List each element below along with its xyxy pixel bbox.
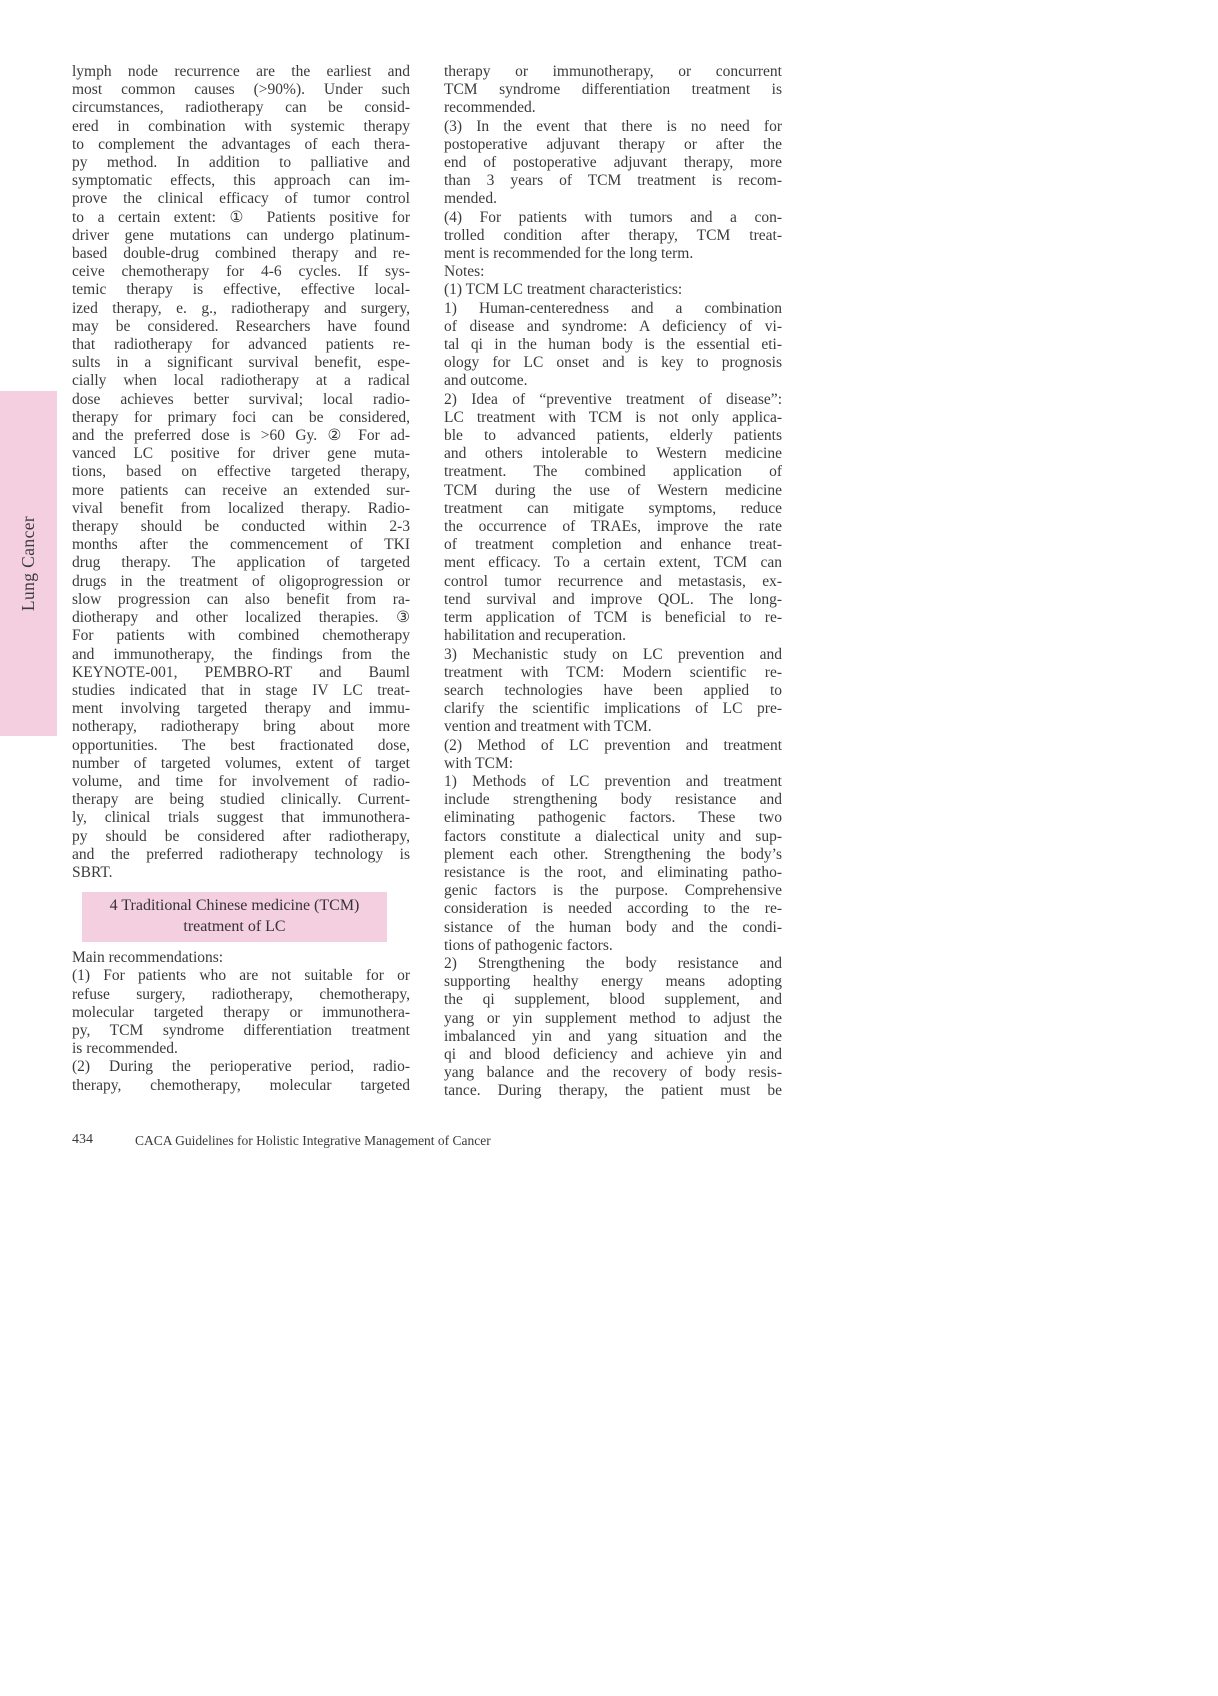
text-line: search technologies have been applied to <box>444 681 782 699</box>
text-line: temic therapy is effective, effective local- <box>72 281 410 299</box>
section-heading <box>82 892 387 942</box>
text-line: that radiotherapy for advanced patients re- <box>72 336 410 354</box>
text-line: driver gene mutations can undergo platinum- <box>72 226 410 244</box>
text-line: ble to advanced patients, elderly patients <box>444 427 782 445</box>
text-line: refuse surgery, radiotherapy, chemotherapy, <box>72 985 410 1003</box>
text-line: tions, based on effective targeted therapy, <box>72 463 410 481</box>
text-line: volume, and time for involvement of radio- <box>72 772 410 790</box>
text-line: notherapy, radiotherapy bring about more <box>72 718 410 736</box>
text-line: may be considered. Researchers have found <box>72 317 410 335</box>
text-line: and outcome. <box>444 372 528 390</box>
text-line: to complement the advantages of each thera- <box>72 135 410 153</box>
text-line: of disease and syndrome: A deficiency of vi- <box>444 317 782 335</box>
text-line: prove the clinical efficacy of tumor control <box>72 190 410 208</box>
text-line: to a certain extent: ① Patients positive for <box>72 208 410 226</box>
text-line: months after the commencement of TKI <box>72 536 410 554</box>
text-line: vival benefit from localized therapy. Radio- <box>72 499 410 517</box>
text-line: resistance is the root, and eliminating patho- <box>444 863 782 881</box>
text-line: therapy, chemotherapy, molecular targeted <box>72 1076 410 1094</box>
text-line: imbalanced yin and yang situation and the <box>444 1027 782 1045</box>
text-line: mended. <box>444 190 497 208</box>
text-line: ment is recommended for the long term. <box>444 245 694 263</box>
text-line: lymph node recurrence are the earliest and <box>72 63 410 80</box>
text-line: cially when local radiotherapy at a radical <box>72 372 410 390</box>
text-line: (4) For patients with tumors and a con- <box>444 208 782 226</box>
text-line: plement each other. Strengthening the body’s <box>444 845 782 863</box>
text-line: slow progression can also benefit from ra- <box>72 590 410 608</box>
text-line: factors constitute a dialectical unity and sup- <box>444 827 782 845</box>
text-line: therapy for primary foci can be considered, <box>72 408 410 426</box>
text-line: TCM syndrome differentiation treatment is <box>444 81 782 99</box>
text-line: SBRT. <box>72 863 113 881</box>
text-line: term application of TCM is beneficial to re- <box>444 609 782 627</box>
text-line: the occurrence of TRAEs, improve the rate <box>444 518 782 536</box>
text-line: of treatment completion and enhance treat- <box>444 536 782 554</box>
text-line: ized therapy, e. g., radiotherapy and surgery, <box>72 299 410 317</box>
text-line: than 3 years of TCM treatment is recom- <box>444 172 782 190</box>
text-line: 2) Strengthening the body resistance and <box>444 954 782 972</box>
text-line: LC treatment with TCM is not only applica- <box>444 408 782 426</box>
text-line: ered in combination with systemic therapy <box>72 117 410 135</box>
text-line: most common causes (>90%). Under such <box>72 81 410 99</box>
text-line: end of postoperative adjuvant therapy, more <box>444 154 782 172</box>
text-line: py method. In addition to palliative and <box>72 154 410 172</box>
text-line: symptomatic effects, this approach can im- <box>72 172 410 190</box>
text-line: and the preferred radiotherapy technology is <box>72 845 410 863</box>
text-line: molecular targeted therapy or immunothera- <box>72 1003 410 1021</box>
text-line: 2) Idea of “preventive treatment of disease”: <box>444 390 782 408</box>
text-line: yang or yin supplement method to adjust the <box>444 1009 782 1027</box>
text-line: ceive chemotherapy for 4-6 cycles. If sys- <box>72 263 410 281</box>
text-line: studies indicated that in stage IV LC treat- <box>72 681 410 699</box>
text-line: (1) TCM LC treatment characteristics: <box>444 281 683 299</box>
text-line: with TCM: <box>444 754 514 772</box>
text-line: treatment can mitigate symptoms, reduce <box>444 499 782 517</box>
text-line: (2) During the perioperative period, radio- <box>72 1058 410 1076</box>
text-line: drugs in the treatment of oligoprogression or <box>72 572 410 590</box>
text-line: recommended. <box>444 99 536 117</box>
text-line: sults in a significant survival benefit, espe- <box>72 354 410 372</box>
text-line: TCM during the use of Western medicine <box>444 481 782 499</box>
text-line: number of targeted volumes, extent of target <box>72 754 410 772</box>
text-line: tions of pathogenic factors. <box>444 936 613 954</box>
text-line: based double-drug combined therapy and re- <box>72 245 410 263</box>
text-line: therapy or immunotherapy, or concurrent <box>444 63 782 80</box>
text-line: include strengthening body resistance and <box>444 791 782 809</box>
text-line: postoperative adjuvant therapy or after the <box>444 135 782 153</box>
text-line: supporting healthy energy means adopting <box>444 973 782 991</box>
text-line: therapy are being studied clinically. Current- <box>72 791 410 809</box>
chapter-tab <box>0 391 57 736</box>
chapter-tab-label: Lung Cancer <box>18 515 38 612</box>
text-line: Main recommendations: <box>72 949 224 967</box>
text-line: (3) In the event that there is no need for <box>444 117 782 135</box>
text-line: 1) Human-centeredness and a combination <box>444 299 782 317</box>
text-line: tend survival and improve QOL. The long- <box>444 590 782 608</box>
text-line: yang balance and the recovery of body resis- <box>444 1064 782 1082</box>
text-line: py should be considered after radiotherapy, <box>72 827 410 845</box>
text-line: ology for LC onset and is key to prognosis <box>444 354 782 372</box>
text-line: KEYNOTE-001, PEMBRO-RT and Bauml <box>72 663 410 681</box>
text-line: is recommended. <box>72 1040 178 1058</box>
text-line: tal qi in the human body is the essential eti- <box>444 336 782 354</box>
text-line: the qi supplement, blood supplement, and <box>444 991 782 1009</box>
footer-page-number: 434 <box>72 1132 93 1147</box>
text-line: ment efficacy. To a certain extent, TCM can <box>444 554 782 572</box>
text-line: and others intolerable to Western medicine <box>444 445 782 463</box>
text-line: For patients with combined chemotherapy <box>72 627 410 645</box>
text-line: eliminating pathogenic factors. These two <box>444 809 782 827</box>
section-heading-line: treatment of LC <box>183 917 286 935</box>
text-column-right <box>444 63 782 1101</box>
text-line: (1) For patients who are not suitable for or <box>72 967 410 985</box>
text-line: habilitation and recuperation. <box>444 627 627 645</box>
text-line: and the preferred dose is >60 Gy. ② For ad- <box>72 427 410 445</box>
text-line: drug therapy. The application of targeted <box>72 554 410 572</box>
text-line: 1) Methods of LC prevention and treatment <box>444 772 782 790</box>
text-line: Notes: <box>444 263 485 281</box>
text-line: and immunotherapy, the findings from the <box>72 645 410 663</box>
text-line: genic factors is the purpose. Comprehensive <box>444 882 782 900</box>
text-line: vanced LC positive for driver gene muta- <box>72 445 410 463</box>
text-line: control tumor recurrence and metastasis, ex- <box>444 572 782 590</box>
text-line: consideration is needed according to the re- <box>444 900 782 918</box>
text-line: trolled condition after therapy, TCM treat- <box>444 226 782 244</box>
text-line: diotherapy and other localized therapies. ③ <box>72 609 410 627</box>
footer-running-title: CACA Guidelines for Holistic Integrative Management of Cancer <box>135 1133 491 1148</box>
text-line: py, TCM syndrome differentiation treatment <box>72 1021 410 1039</box>
text-line: dose achieves better survival; local radio- <box>72 390 410 408</box>
text-line: vention and treatment with TCM. <box>444 718 652 736</box>
text-line: therapy should be conducted within 2-3 <box>72 518 410 536</box>
text-line: sistance of the human body and the condi- <box>444 918 782 936</box>
text-line: tance. During therapy, the patient must be <box>444 1082 782 1100</box>
text-line: more patients can receive an extended sur- <box>72 481 410 499</box>
text-line: 3) Mechanistic study on LC prevention and <box>444 645 782 663</box>
text-column-left <box>72 63 410 1095</box>
text-line: treatment with TCM: Modern scientific re- <box>444 663 782 681</box>
text-line: (2) Method of LC prevention and treatment <box>444 736 782 754</box>
text-line: qi and blood deficiency and achieve yin and <box>444 1045 782 1063</box>
text-line: ly, clinical trials suggest that immunothera- <box>72 809 410 827</box>
text-line: opportunities. The best fractionated dose, <box>72 736 410 754</box>
text-line: clarify the scientific implications of LC pre- <box>444 700 782 718</box>
text-line: treatment. The combined application of <box>444 463 782 481</box>
section-heading-line: 4 Traditional Chinese medicine (TCM) <box>109 897 360 915</box>
text-line: ment involving targeted therapy and immu- <box>72 700 410 718</box>
text-line: circumstances, radiotherapy can be consid- <box>72 99 410 117</box>
